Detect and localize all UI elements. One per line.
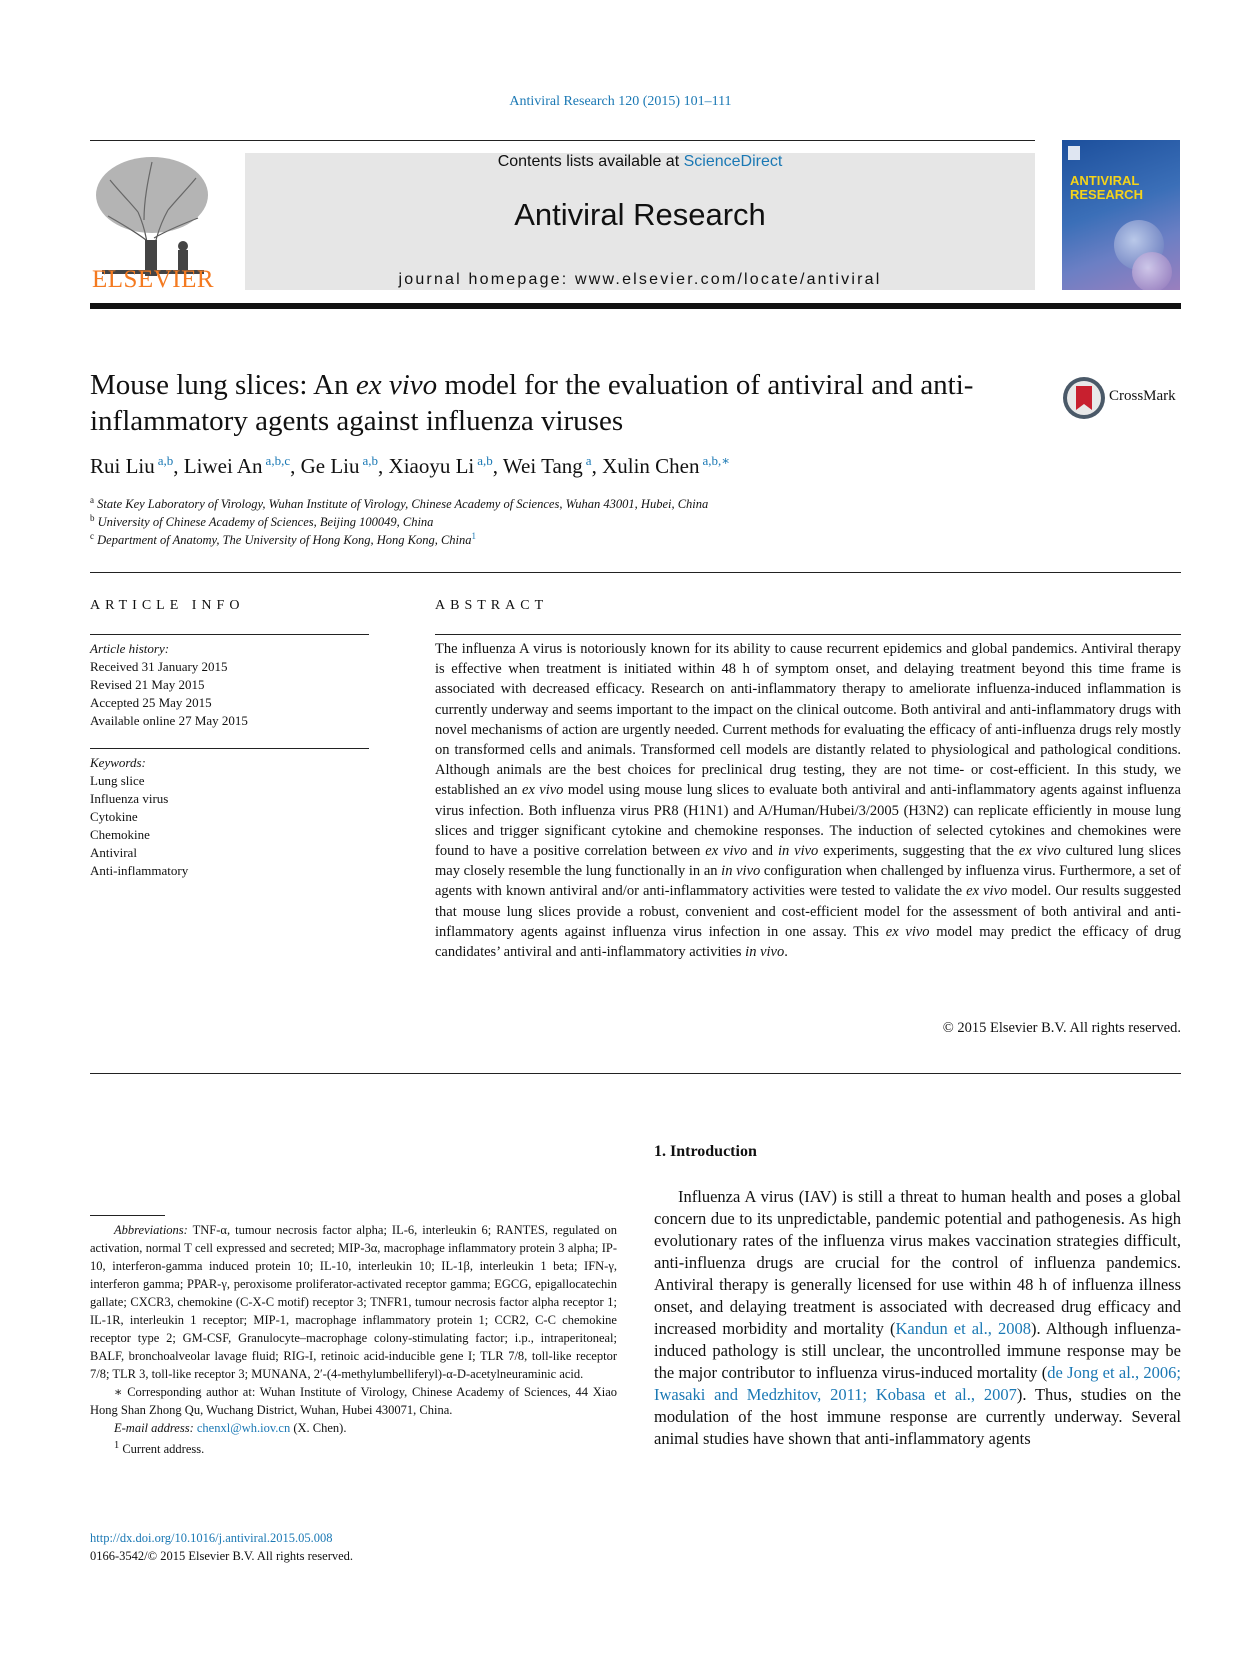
keyword: Cytokine [90,809,138,824]
article-title [90,367,990,439]
history-item: Received 31 January 2015 [90,659,228,674]
sciencedirect-link[interactable]: ScienceDirect [683,153,783,170]
current-address-text: Current address. [122,1442,205,1457]
history-item: Revised 21 May 2015 [90,677,205,692]
virus-illustration-icon [1132,252,1172,290]
introduction-body [654,1186,1181,1450]
article-info-heading: ARTICLE INFO [90,598,245,613]
article-info-rule [90,634,369,635]
article-history [90,640,370,730]
footnote-mark: 1 [114,1440,120,1451]
journal-homepage[interactable]: journal homepage: www.elsevier.com/locate/antiviral [398,271,882,288]
text-run: The influenza A virus is notoriously known for its ability to cause recurrent epidemics and global pandemics. Antiviral therapy is effective when treatment is initiated within 48 h of symptom onset, and delaying treatment beyond this time frame is associated with decreased efficacy. Research on anti-inflammatory therapy to ameliorate influenza-induced inflammation is currently underway and seems important to the impact on the clinical outcome. Both antiviral and anti-inflammatory drugs with novel mechanisms of action are urgently needed. Current methods for evaluating the efficacy of anti-influenza drugs rely mostly on transformed cells and animals. Transformed cell models are distantly related to physiological and pathological conditions. Although animals are the best choices for preclinical drug testing, they are not time- or cost-efficient. In this study, we established an [435,641,1181,799]
abstract-body [435,639,1181,962]
footnotes [90,1221,617,1458]
author-affiliation-mark[interactable]: a,b [362,453,379,468]
text-run: and [747,843,778,860]
history-label: Article history: [90,641,170,656]
abstract-heading: ABSTRACT [435,598,549,613]
title-text: model for the evaluation of antiviral and anti-inflammatory agents against influenza viruses [90,369,974,437]
author-affiliation-mark[interactable]: a [585,453,592,468]
section-heading-introduction: 1. Introduction [654,1143,757,1160]
keywords-label: Keywords: [90,755,146,770]
keyword: Anti-inflammatory [90,863,189,878]
affiliation-text: University of Chinese Academy of Sciences, Beijing 100049, China [97,515,434,530]
citation-link[interactable]: de Jong et al., 2006; Iwasaki and Medzhitov, 2011; Kobasa et al., 2007 [654,1363,1181,1404]
cover-publisher-mark-icon [1068,146,1080,160]
author-list [90,453,1090,479]
keyword: Antiviral [90,845,137,860]
text-run: model using mouse lung slices to evaluate both antiviral and anti-inflammatory agents against influenza virus infection. Both influenza virus PR8 (H1N1) and A/Human/Hubei/3/2005 (H3N2) can replicate efficiently in mouse lung slices and trigger significant cytokine and chemokine responses. The induction of selected cytokines and chemokines were found to have a positive correlation between [435,782,1181,860]
text-run: Influenza A virus (IAV) is still a threat to human health and poses a global concern due to its unpredictable, pandemic potential and pathogenesis. As high evolutionary rates of the influenza virus makes vaccination strategies difficult, anti-influenza drugs are crucial for the control of influenza pandemics. Antiviral therapy is generally licensed for use within 48 h of influenza illness onset, and delaying treatment is associated with decreased drug efficacy and increased morbidity and mortality ( [654,1187,1181,1338]
text-run: cultured lung slices may closely resemble the lung functionally in an [435,843,1181,880]
journal-masthead [245,153,1035,290]
author-affiliation-mark[interactable]: a,b [477,453,493,468]
author-separator: , [591,454,603,478]
crossmark-icon [1062,376,1106,420]
abstract-bottom-rule [90,1073,1181,1074]
affiliation-text: Department of Anatomy, The University of Hong Kong, Hong Kong, China [97,533,472,548]
author-name: Liwei An [183,454,263,478]
abstract-rule [435,634,1181,635]
history-item: Accepted 25 May 2015 [90,695,212,710]
author-separator: , [492,454,503,478]
italic-term: in vivo [777,843,819,860]
email-note [90,1419,617,1437]
abbreviations-label: Abbreviations: [114,1223,188,1237]
text-run: configuration when challenged by influenza virus. Furthermore, a set of agents with known antiviral and/or anti-inflammatory activities were tested to validate the [435,863,1181,900]
author-name: Xulin Chen [602,454,700,478]
title-text: Mouse lung slices: An [90,369,356,401]
text-run: ). Although influenza-induced pathology is still unclear, the uncontrolled immune response may be the major contributor to influenza virus-induced mortality ( [654,1319,1182,1382]
author-name: Rui Liu [90,454,155,478]
journal-cover-image [1062,140,1180,290]
italic-term: in vivo [745,944,785,961]
affiliation-b [90,513,1090,530]
journal-name: Antiviral Research [514,197,766,232]
current-address-note [90,1437,617,1458]
text-run: . [784,944,788,961]
history-item: Available online 27 May 2015 [90,713,248,728]
title-italic: ex vivo [355,369,438,401]
author-affiliation-mark[interactable]: a,b,c [265,453,291,468]
affiliation-mark: b [90,513,95,523]
doi-link[interactable]: http://dx.doi.org/10.1016/j.antiviral.2015.05.008 [90,1531,333,1545]
keywords [90,754,370,880]
journal-citation[interactable]: Antiviral Research 120 (2015) 101–111 [509,94,732,109]
keyword: Chemokine [90,827,150,842]
abbreviations-text: TNF-α, tumour necrosis factor alpha; IL-6, interleukin 6; RANTES, regulated on activation, normal T cell expressed and secreted; MIP-3α, macrophage inflammatory protein 3 alpha; IP-10, interferon-gamma induced protein 10; IL-10, interleukin 10; IL-1β, interleukin 1 beta; IFN-γ, interferon gamma; PPAR-γ, peroxisome proliferator-activated receptor gamma; EGCG, epigallocatechin gallate; CXCR3, chemokine (C-X-C motif) receptor 3; TNFR1, tumour necrosis factor alpha receptor 1; IL-1R, interleukin 1 receptor; MIP-1, macrophage inflammatory protein 1; CCR2, C-C chemokine receptor type 2; GM-CSF, Granulocyte–macrophage colony-stimulating factor; i.p., intraperitoneal; BALF, bronchoalveolar lavage fluid; RIG-I, retinoic acid-inducible gene I; TLR 7/8, toll-like receptor 7/8; TLR 3, toll-like receptor 3; MUNANA, 2′-(4-methylumbelliferyl)-α-D-acetylneuraminic acid. [90,1223,617,1381]
contents-prefix: Contents lists available at [497,153,680,170]
header-rule [90,140,1035,141]
publisher-logo-text: ELSEVIER [91,266,215,293]
italic-term: ex vivo [1018,843,1061,860]
footnote-rule [90,1215,165,1216]
footnote-link[interactable]: 1 [471,531,477,541]
italic-term: ex vivo [521,782,564,799]
author-name: Xiaoyu Li [388,454,475,478]
abbreviations-footnote [90,1221,617,1383]
author-name: Wei Tang [502,454,583,478]
text-run: ). Thus, studies on the modulation of the host immune response are currently underway. Several animal studies have shown that anti-inflammatory agents [654,1385,1181,1448]
email-link[interactable]: chenxl@wh.iov.cn [196,1421,291,1435]
keyword: Lung slice [90,773,145,788]
affiliation-mark: a [90,495,94,505]
keyword: Influenza virus [90,791,169,806]
crossmark-label: CrossMark [1109,388,1176,404]
text-run: model may predict the efficacy of drug candidates’ antiviral and anti-inflammatory activities [435,923,1181,961]
contents-line [245,153,1035,171]
affiliation-mark: c [90,531,94,541]
text-run: model. Our results suggested that mouse lung slices provide a robust, convenient and cost-efficient model for the assessment of both antiviral and anti-inflammatory agents against influenza virus infection in one assay. This [435,883,1181,940]
author-separator: , [290,454,301,478]
citation-link[interactable]: Kandun et al., 2008 [895,1319,1031,1338]
italic-term: ex vivo [885,923,930,940]
italic-term: ex vivo [705,843,748,860]
abstract-copyright: © 2015 Elsevier B.V. All rights reserved. [942,1020,1181,1036]
corresponding-author-note: ∗ Corresponding author at: Wuhan Institute of Virology, Chinese Academy of Sciences, 44 Xiao Hong Shan Zhong Qu, Wuchang District, Wuhan, Hubei 430071, China. [90,1385,617,1417]
header-thick-rule [90,303,1181,309]
crossmark-badge[interactable] [1062,374,1186,422]
text-run: experiments, suggesting that the [818,843,1019,860]
article-info-rule [90,748,369,749]
affiliation-text: State Key Laboratory of Virology, Wuhan Institute of Virology, Chinese Academy of Sciences, Wuhan 43001, Hubei, China [97,497,709,512]
cover-title: ANTIVIRAL RESEARCH [1070,173,1143,202]
author-name: Ge Liu [300,454,360,478]
author-affiliation-mark[interactable]: a,b [157,453,174,468]
affiliation-c [90,531,1090,548]
email-label: E-mail address: [114,1421,194,1435]
italic-term: ex vivo [966,883,1008,900]
affiliation-a [90,495,1090,512]
italic-term: in vivo [721,863,761,880]
email-suffix: (X. Chen). [290,1421,347,1435]
issn-line: 0166-3542/© 2015 Elsevier B.V. All rights reserved. [90,1549,354,1563]
author-separator: , [378,454,389,478]
author-separator: , [173,454,184,478]
title-rule [90,572,1181,573]
author-affiliation-mark[interactable]: a,b,∗ [702,453,731,468]
